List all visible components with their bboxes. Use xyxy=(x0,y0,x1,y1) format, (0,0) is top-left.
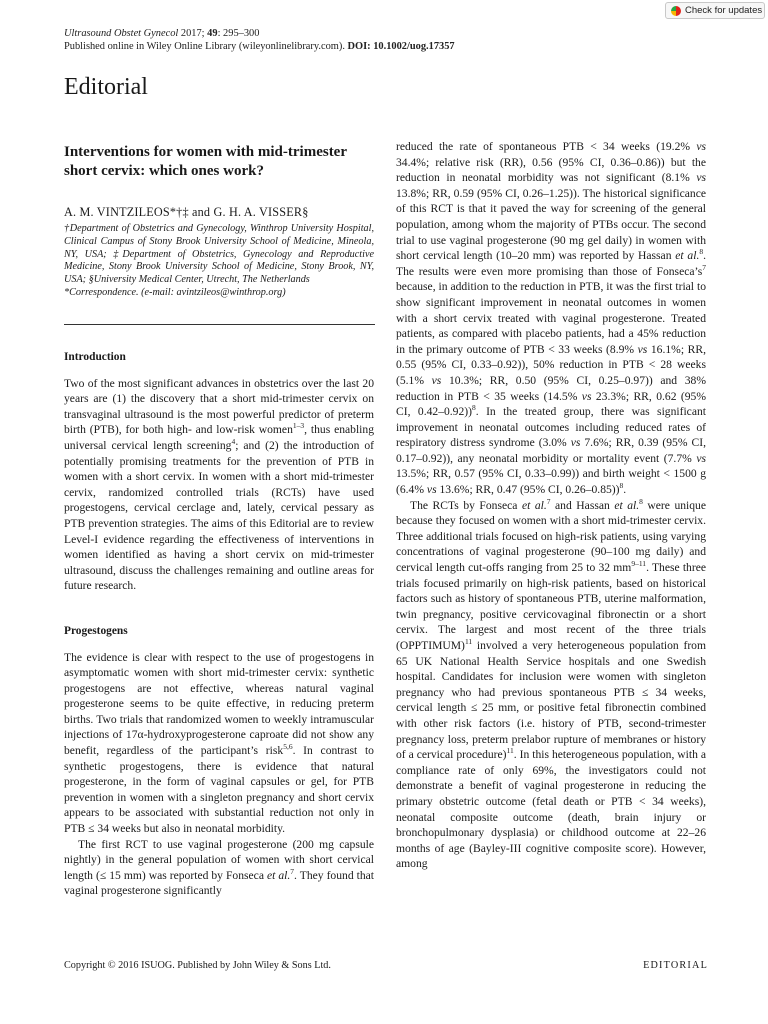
publication-line: Published online in Wiley Online Library (wileyonlinelibrary.com). DOI: 10.1002/uog.17357 xyxy=(64,41,455,52)
page-footer xyxy=(64,960,708,971)
citation-line: Ultrasound Obstet Gynecol 2017; 49: 295–300 xyxy=(64,28,260,39)
intro-paragraph: Two of the most significant advances in obstetrics over the last 20 years are (1) the discovery that a short mid-trimester cervix on transvaginal ultrasound is the most powerful predictor of preterm birth (PTB), for both high- and low-risk women$^{1-3}$, thus enabling universal cervical length screening$^4$; and (2) the introduction of potentially promising treatments for the prevention of PTB in women with a short cervix. In women with a short mid-trimester cervix, randomized controlled trials (RCTs) have used progestogens, cervical cerclage and, lately, cervical pessary as PTB prevention strategies. The aims of this Editorial are to review Level-I evidence regarding the effectiveness of interventions in women identified as having a short cervix on mid-trimester ultrasound, discuss the challenges remaining and outline areas for future research. xyxy=(64,376,374,593)
article-title: Interventions for women with mid-trimester short cervix: which ones work? xyxy=(64,144,347,179)
check-for-updates-button[interactable]: Check for updates xyxy=(665,2,765,19)
progestogens-heading: Progestogens xyxy=(64,624,128,637)
footer-section-label: EDITORIAL xyxy=(643,960,708,971)
right-paragraph-1: reduced the rate of spontaneous PTB < 34 weeks (19.2% vs 34.4%; relative risk (RR), 0.56 (95% CI, 0.36–0.86)) but the reduction in neonatal morbidity was not significant (8.1% vs 13.8%; RR, 0.59 (95% CI, 0.26–1.25)). The historical significance of this RCT is that it paved the way for screening of the general population, among whom the majority of PTBs occur. The second trial to use vaginal progesterone (90 mg gel daily) in women with short cervical length (10–20 mm) was reported by Hassan et al.$^8$. The results were even more promising than those of $Fonseca’s^7$ because, in addition to the reduction in PTB, it was the first trial to show significant improvement in neonatal outcomes in women with a short cervix treated with vaginal progesterone. Treated patients, as compared with placebo patients, had a 45% reduction in the primary outcome of PTB < 33 weeks (8.9% vs 16.1%; RR, 0.55 (95% CI, 0.33–0.92)), 50% reduction in PTB < 28 weeks (5.1% vs 10.3%; RR, 0.50 (95% CI, 0.25–0.97)) and 38% reduction in PTB < 35 weeks (14.5% vs 23.3%; RR, 0.62 (95% CI, 0.42–0.92))$^8$. In the treated group, there was significant improvement in neonatal outcomes including reduced rates of respiratory distress syndrome (3.0% vs 7.6%; RR, 0.39 (95% CI, 0.17–0.92)), any neonatal morbidity or mortality event (7.7% vs 13.5%; RR, 0.57 (95% CI, 0.33–0.99)) and birth weight < 1500 g (6.4% vs 13.6%; RR, 0.47 (95% CI, 0.26–0.85))$^8$. xyxy=(396,140,707,497)
divider xyxy=(64,324,375,325)
progestogens-paragraph-2: The first RCT to use vaginal progesterone (200 mg capsule nightly) in the general population of women with short cervical length (≤ 15 mm) was reported by Fonseca et al.$^7$. They found that vaginal progesterone significantly xyxy=(64,837,375,898)
copyright: Copyright © 2016 ISUOG. Published by John Wiley & Sons Ltd. xyxy=(64,960,331,971)
progestogens-paragraph-1: The evidence is clear with respect to the use of progestogens in asymptomatic women with short mid-trimester cervix: synthetic progestogens are not effective, whereas natural vaginal progesterone seems to be quite effective, in reducing preterm births. Two trials that randomized women to weekly intramuscular injections of 17α-hydroxyprogesterone caproate did not show any benefit, regardless of the participant’s risk$^{5,6}$. In contrast to synthetic progestogens, there is evidence that natural progesterone, in the form of vaginal capsules or gel, for PTB prevention in women with a singleton pregnancy and short cervix appears to be associated with substantial reduction not only in PTB ≤ 34 weeks but also in neonatal morbidity. xyxy=(64,650,374,836)
correspondence: *Correspondence. (e-mail: avintzileos@winthrop.org) xyxy=(64,286,286,298)
authors: A. M. VINTZILEOS*†‡ and G. H. A. VISSER§ xyxy=(64,205,309,219)
affiliations: †Department of Obstetrics and Gynecology, Winthrop University Hospital, Clinical Campus of Stony Brook University School of Medicine, Mineola, NY, USA; ‡Department of Obstetrics, Gynecology and Reproductive Medicine, Stony Brook University School of Medicine, Stony Brook, NY, USA; §University Medical Center, Utrecht, The Netherlands *Correspondence. (e-mail: avintzileos@winthrop.org) xyxy=(64,223,374,298)
right-paragraph-2: The RCTs by Fonseca et al.$^7$ and Hassan et al.$^8$ were unique because they focused on women with a short mid-trimester cervix. Three additional trials focused on high-risk patients, using varying concentrations of vaginal progesterone (90–100 mg daily) and cervical length cut-offs ranging from 25 to 32 $mm^{9-11}$. These three trials focused primarily on high-risk patients, based on historical factors such as history of spontaneous PTB, uterine malformation, twin pregnancy, positive cervicovaginal fibronectin or a short cervix. The largest and most recent of the three trials (OPPTIMUM)$^{11}$ involved a very heterogeneous population from 65 UK National Health Service hospitals and one Swedish hospital. Candidates for inclusion were women with singleton pregnancy who had previous spontaneous PTB ≤ 34 weeks, cervical length ≤ 25 mm, or positive fetal fibronectin combined with other risk factors (i.e. history of PTB, second-trimester pregnancy loss, preterm prelabor rupture of membranes or history of a cervical procedure)$^{11}$. In this heterogeneous population, with a compliance rate of only 69%, the investigators could not demonstrate a benefit of vaginal progesterone in reducing the primary obstetric outcome (fetal death or PTB < 34 weeks), neonatal composite outcome (death, brain injury or bronchopulmonary dysplasia) or childhood outcome at 22–26 months of age (Bayley-III cognitive composite score). However, among xyxy=(396,496,707,871)
crossmark-icon xyxy=(671,6,681,16)
left-column xyxy=(64,350,374,899)
journal-header xyxy=(64,27,524,53)
section-label: Editorial xyxy=(64,74,148,100)
doi[interactable]: DOI: 10.1002/uog.17357 xyxy=(347,41,455,52)
right-column xyxy=(396,139,706,872)
intro-heading: Introduction xyxy=(64,351,126,363)
